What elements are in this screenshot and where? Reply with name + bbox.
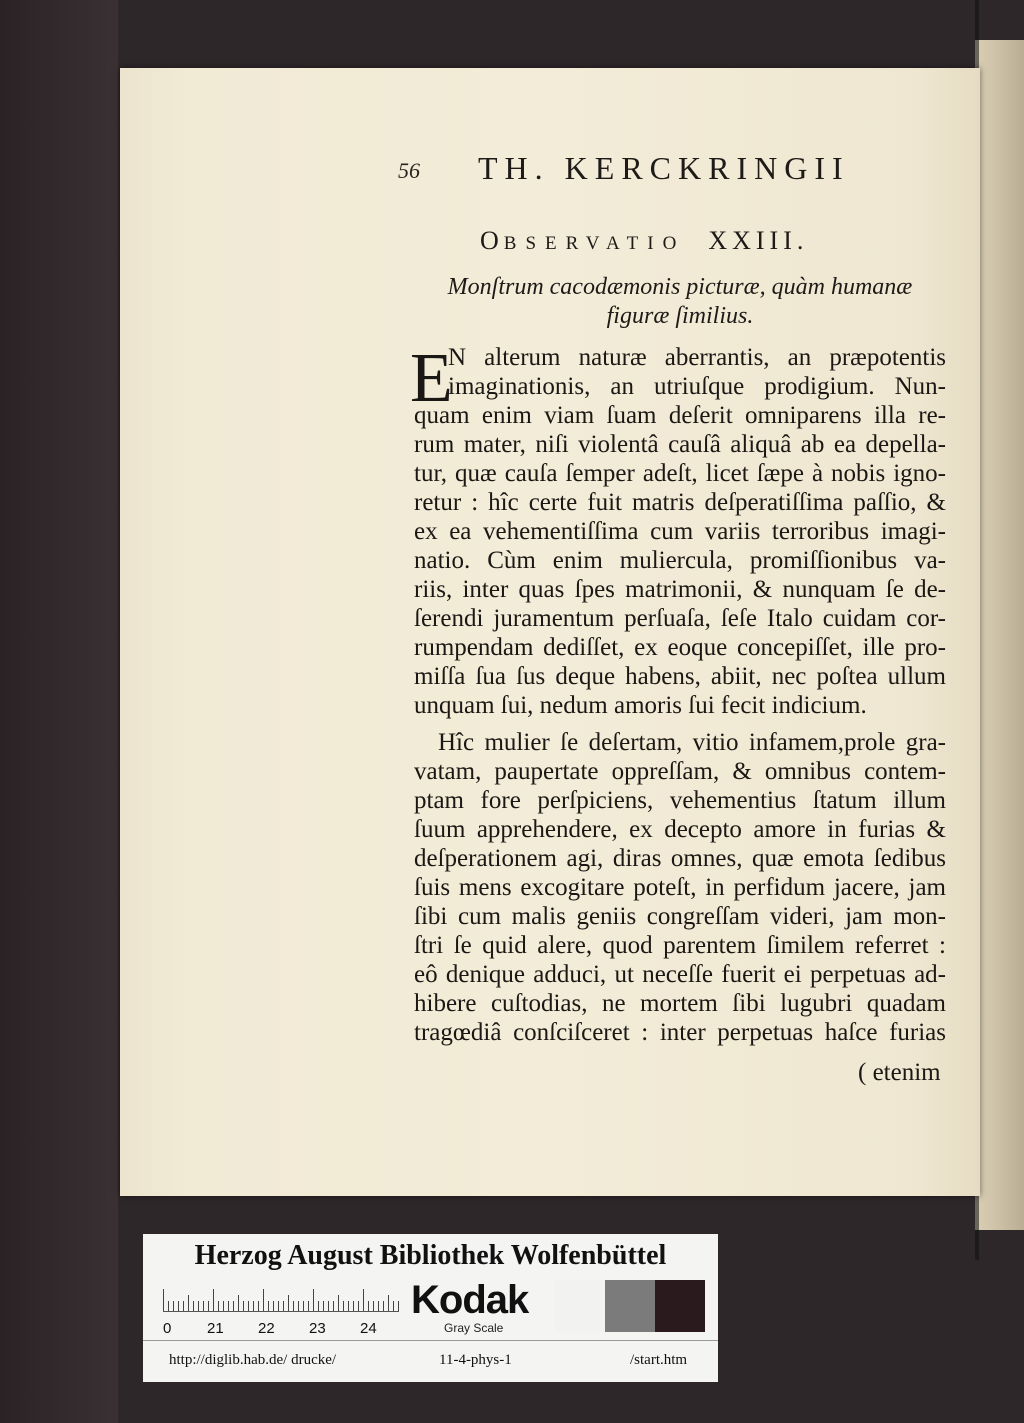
url-part: /start.htm	[630, 1352, 688, 1368]
observation-title-initial: O	[480, 226, 504, 255]
gray-patch-mid	[605, 1280, 655, 1332]
text-line: ſerendi juramentum perſuaſa, ſeſe Italo cuidam cor-	[414, 605, 946, 632]
subtitle-line: figuræ ſimilius.	[606, 303, 754, 329]
ruler-tick	[388, 1295, 389, 1311]
text-line: deſperationem agi, diras omnes, quæ emota ſedibus	[414, 845, 946, 872]
ruler-tick	[323, 1301, 324, 1311]
ruler-tick	[178, 1301, 179, 1311]
text-line: vatam, paupertate oppreſſam, & omnibus contem-	[414, 758, 946, 785]
ruler-tick	[168, 1301, 169, 1311]
text-line: hibere cuſtodias, ne mortem ſibi lugubri quadam	[414, 990, 946, 1017]
ruler-tick	[288, 1295, 289, 1311]
ruler-tick	[363, 1289, 364, 1311]
ruler-tick	[298, 1301, 299, 1311]
gray-patch-black	[655, 1280, 705, 1332]
ruler-tick	[318, 1301, 319, 1311]
ruler-tick	[338, 1295, 339, 1311]
ruler-label: 21	[207, 1320, 224, 1337]
ruler-tick	[398, 1301, 399, 1311]
ruler-tick	[283, 1301, 284, 1311]
page-number: 56	[398, 158, 420, 183]
ruler-tick	[378, 1301, 379, 1311]
facing-page-edge	[975, 40, 1024, 1230]
ruler-tick	[343, 1301, 344, 1311]
ruler-label: 0	[163, 1320, 172, 1337]
text-line: tragœdiâ conſciſceret : inter perpetuas haſce furias	[414, 1019, 946, 1046]
ruler-tick	[273, 1301, 274, 1311]
kodak-logo: Kodak	[411, 1278, 529, 1322]
ruler-tick	[163, 1289, 164, 1311]
ruler-tick	[353, 1301, 354, 1311]
ruler-tick	[303, 1301, 304, 1311]
color-target-card	[143, 1234, 718, 1382]
ruler-tick	[198, 1301, 199, 1311]
text-line: retur : hîc certe fuit matris deſperatiſſima paſſio, &	[414, 489, 946, 516]
ruler-tick	[253, 1301, 254, 1311]
ruler-tick	[328, 1301, 329, 1311]
running-head: TH. KERCKRINGII	[478, 150, 850, 186]
ruler-tick	[333, 1301, 334, 1311]
ruler-tick	[258, 1301, 259, 1311]
ruler-tick	[183, 1301, 184, 1311]
text-line: ptam fore perſpiciens, vehementius ſtatum illum	[414, 787, 946, 814]
text-line: eô denique adduci, ut neceſſe fuerit ei perpetuas ad-	[414, 961, 946, 988]
text-line: quam enim viam ſuam deſerit omniparens illa re-	[414, 402, 946, 429]
ruler-tick	[223, 1301, 224, 1311]
ruler-tick	[228, 1301, 229, 1311]
text-line: N alterum naturæ aberrantis, an præpotentis	[448, 344, 946, 371]
ruler-tick	[293, 1301, 294, 1311]
library-name: Herzog August Bibliothek Wolfenbüttel	[194, 1240, 667, 1271]
ruler-tick	[248, 1301, 249, 1311]
text-line: imaginationis, an utriuſque prodigium. Nun-	[448, 373, 946, 400]
text-line: Hîc mulier ſe deſertam, vitio infamem,prole gra-	[438, 729, 946, 756]
text-line: ſuum apprehendere, ex decepto amore in furias &	[414, 816, 946, 843]
ruler-tick	[193, 1301, 194, 1311]
ruler-tick	[243, 1301, 244, 1311]
text-line: tur, quæ cauſa ſemper adeſt, licet ſæpe à nobis igno-	[414, 460, 946, 487]
card-divider	[143, 1340, 718, 1341]
ruler-tick	[238, 1295, 239, 1311]
ruler-tick	[263, 1289, 264, 1311]
text-line: unquam ſui, nedum amoris ſui fecit indicium.	[414, 692, 867, 719]
drop-cap: E	[410, 340, 453, 417]
text-line: riis, inter quas ſpes matrimonii, & nunquam ſe de-	[414, 576, 946, 603]
ruler-tick	[278, 1301, 279, 1311]
ruler-tick	[203, 1301, 204, 1311]
url-part: http://diglib.hab.de/ drucke/	[169, 1352, 337, 1368]
text-line: ſtri ſe quid alere, quod parentem ſimilem referret :	[414, 932, 946, 959]
text-line: ex ea vehementiſſima cum variis terroribus imagi-	[414, 518, 946, 545]
ruler-label: 24	[360, 1320, 377, 1337]
text-line: rumpendam dediſſet, ex eoque concepiſſet, ille pro-	[414, 634, 946, 661]
url-part: 11-4-phys-1	[439, 1352, 512, 1368]
gray-scale-label: Gray Scale	[444, 1321, 504, 1335]
ruler-tick	[348, 1301, 349, 1311]
ruler-tick	[393, 1301, 394, 1311]
left-board	[0, 0, 118, 1423]
text-line: miſſa ſua ſus deque habens, abiit, nec poſtea ullum	[414, 663, 946, 690]
ruler-tick	[383, 1301, 384, 1311]
ruler-tick	[368, 1301, 369, 1311]
ruler-label: 23	[309, 1320, 326, 1337]
catchword: ( etenim	[858, 1059, 941, 1086]
ruler-label: 22	[258, 1320, 275, 1337]
observation-title-word: BSERVATIO	[503, 233, 686, 254]
observation-title-number: XXIII.	[708, 226, 809, 255]
ruler-tick	[218, 1301, 219, 1311]
ruler-tick	[233, 1301, 234, 1311]
ruler-tick	[188, 1295, 189, 1311]
text-line: ſibi cum malis geniis congreſſam videri, jam mon-	[414, 903, 946, 930]
ruler-tick	[358, 1301, 359, 1311]
ruler-tick	[213, 1289, 214, 1311]
text-line: rum mater, niſi violentâ cauſâ aliquâ ab ea depella-	[414, 431, 946, 458]
ruler-tick	[173, 1301, 174, 1311]
ruler-tick	[308, 1301, 309, 1311]
ruler-tick	[373, 1301, 374, 1311]
text-line: ſuis mens excogitare poteſt, in perfidum jacere, jam	[414, 874, 946, 901]
gray-patch-white	[555, 1280, 605, 1332]
ruler-tick	[313, 1289, 314, 1311]
ruler	[163, 1287, 399, 1312]
text-line: natio. Cùm enim muliercula, promiſſionibus va-	[414, 547, 946, 574]
ruler-tick	[208, 1301, 209, 1311]
subtitle-line: Monſtrum cacodæmonis picturæ, quàm humanæ	[447, 274, 913, 300]
observation-title	[480, 226, 880, 256]
ruler-tick	[268, 1301, 269, 1311]
